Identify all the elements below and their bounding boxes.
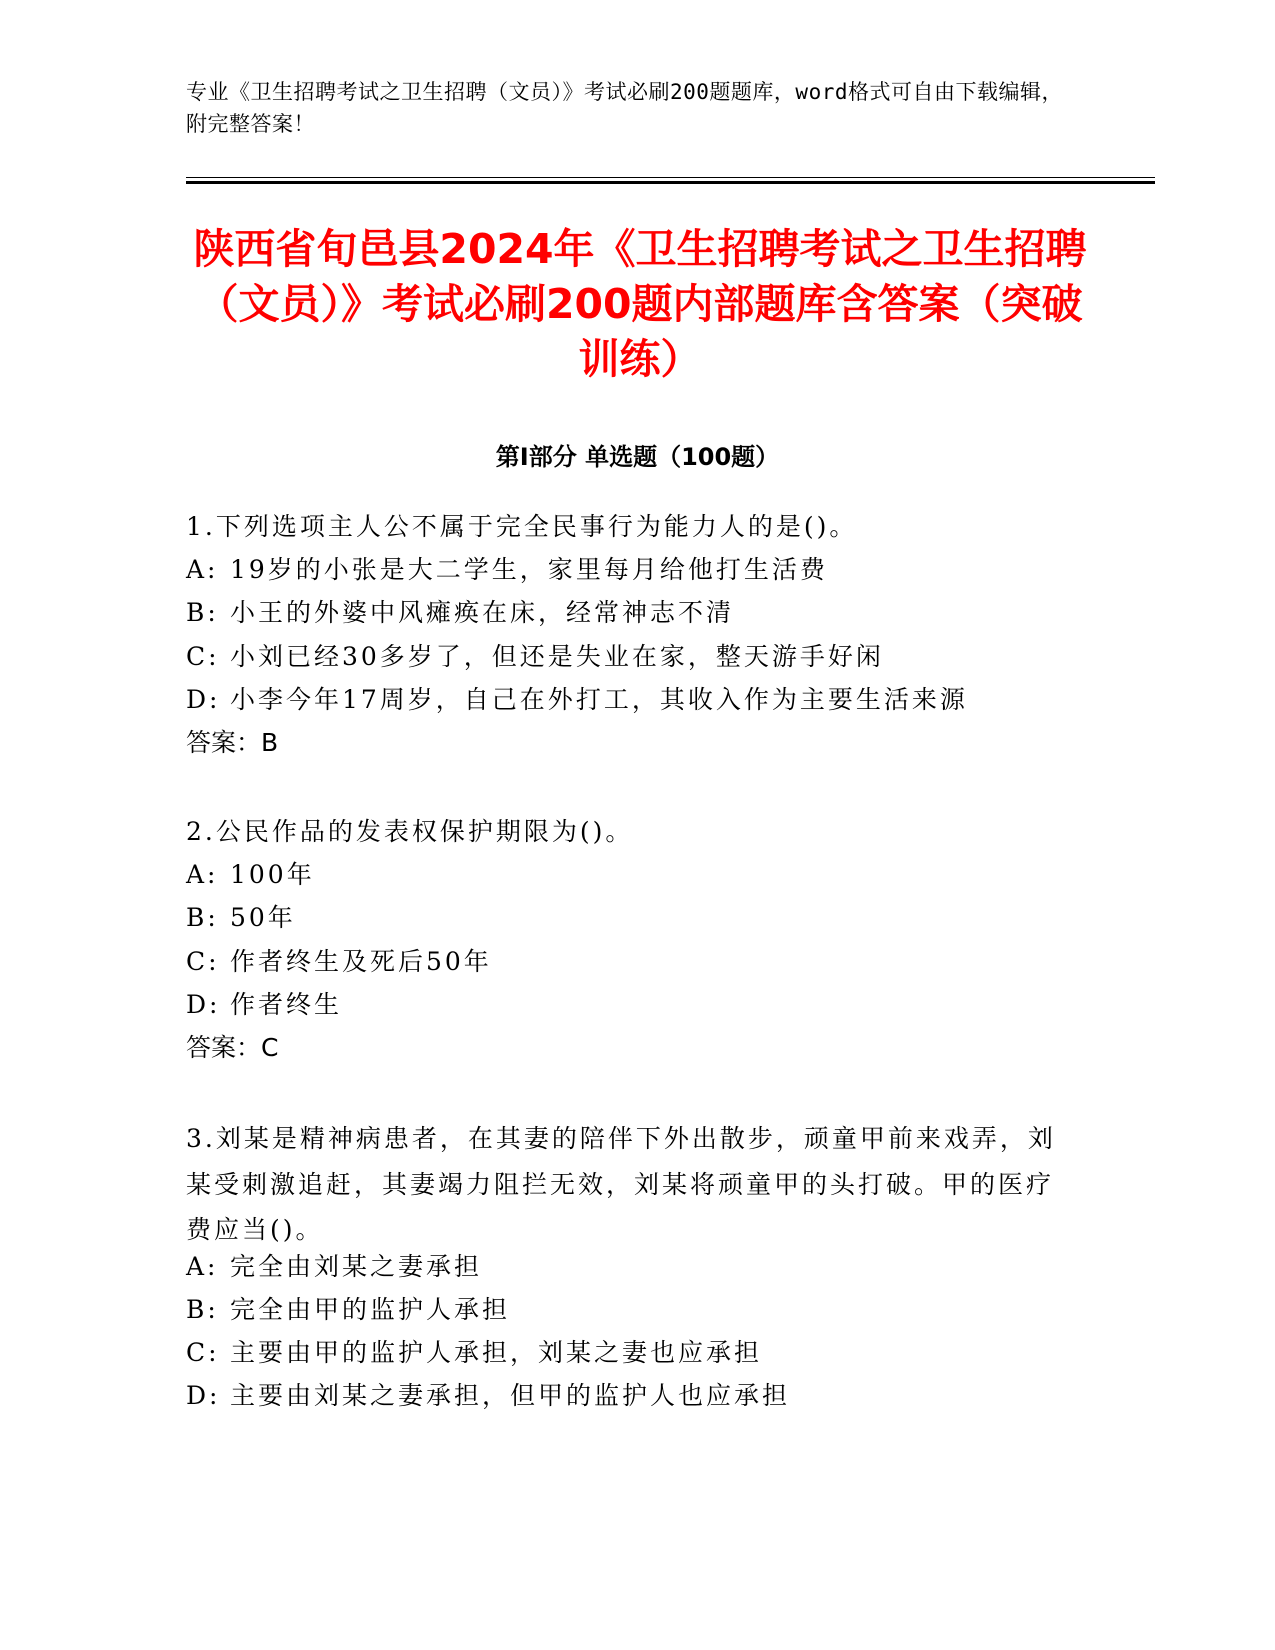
option-label: B: xyxy=(186,598,219,627)
option-text: 100年 xyxy=(230,860,315,889)
header-divider-thick xyxy=(186,181,1155,184)
document-title: 陕西省旬邑县2024年《卫生招聘考试之卫生招聘（文员）》考试必刷200题内部题库含答案（突破训练） xyxy=(193,225,1087,383)
option-label: A: xyxy=(186,860,219,889)
option-text: 作者终生 xyxy=(230,990,343,1019)
option-text: 50年 xyxy=(230,903,296,932)
option-text: 小李今年17周岁，自己在外打工，其收入作为主要生活来源 xyxy=(230,685,968,714)
header-note: 专业《卫生招聘考试之卫生招聘（文员）》考试必刷200题题库，word格式可自由下载编辑，附完整答案！ xyxy=(186,80,1063,136)
question-2-option-d xyxy=(186,989,342,1021)
question-2-option-c xyxy=(186,946,492,978)
option-label: B: xyxy=(186,903,219,932)
option-label: C: xyxy=(186,947,220,976)
question-2-text: 2.公民作品的发表权保护期限为()。 xyxy=(186,817,634,846)
option-label: B: xyxy=(186,1295,219,1324)
question-1-option-c xyxy=(186,641,884,673)
question-1-option-d xyxy=(186,684,968,716)
question-3-option-c xyxy=(186,1337,762,1369)
option-text: 完全由甲的监护人承担 xyxy=(230,1295,511,1324)
question-3-option-d xyxy=(186,1380,790,1412)
option-label: A: xyxy=(186,1252,219,1281)
option-text: 小王的外婆中风瘫痪在床，经常神志不清 xyxy=(230,598,735,627)
option-text: 作者终生及死后50年 xyxy=(230,947,492,976)
option-label: C: xyxy=(186,642,220,671)
question-1-text: 1.下列选项主人公不属于完全民事行为能力人的是()。 xyxy=(186,512,858,541)
question-3-option-a xyxy=(186,1251,482,1283)
question-1-option-b xyxy=(186,597,734,629)
option-label: C: xyxy=(186,1338,220,1367)
option-text: 完全由刘某之妻承担 xyxy=(230,1252,483,1281)
option-label: D: xyxy=(186,990,221,1019)
option-label: D: xyxy=(186,1381,221,1410)
question-1-answer: 答案：B xyxy=(186,728,279,757)
header-divider-thin xyxy=(186,177,1155,178)
option-text: 主要由甲的监护人承担，刘某之妻也应承担 xyxy=(230,1338,763,1367)
option-text: 主要由刘某之妻承担，但甲的监护人也应承担 xyxy=(230,1381,791,1410)
question-3-text: 3.刘某是精神病患者，在其妻的陪伴下外出散步，顽童甲前来戏弄，刘某受刺激追赶，其妻竭力阻拦无效，刘某将顽童甲的头打破。甲的医疗费应当()。 xyxy=(186,1124,1056,1244)
option-label: D: xyxy=(186,685,221,714)
question-2-answer: 答案：C xyxy=(186,1033,279,1062)
question-3-option-b xyxy=(186,1294,510,1326)
option-label: A: xyxy=(186,555,219,584)
option-text: 小刘已经30多岁了，但还是失业在家，整天游手好闲 xyxy=(230,642,884,671)
question-2-option-a xyxy=(186,859,315,891)
question-2-option-b xyxy=(186,902,296,934)
section-heading: 第Ⅰ部分 单选题（100题） xyxy=(495,443,780,471)
option-text: 19岁的小张是大二学生，家里每月给他打生活费 xyxy=(230,555,828,584)
question-1-option-a xyxy=(186,554,828,586)
